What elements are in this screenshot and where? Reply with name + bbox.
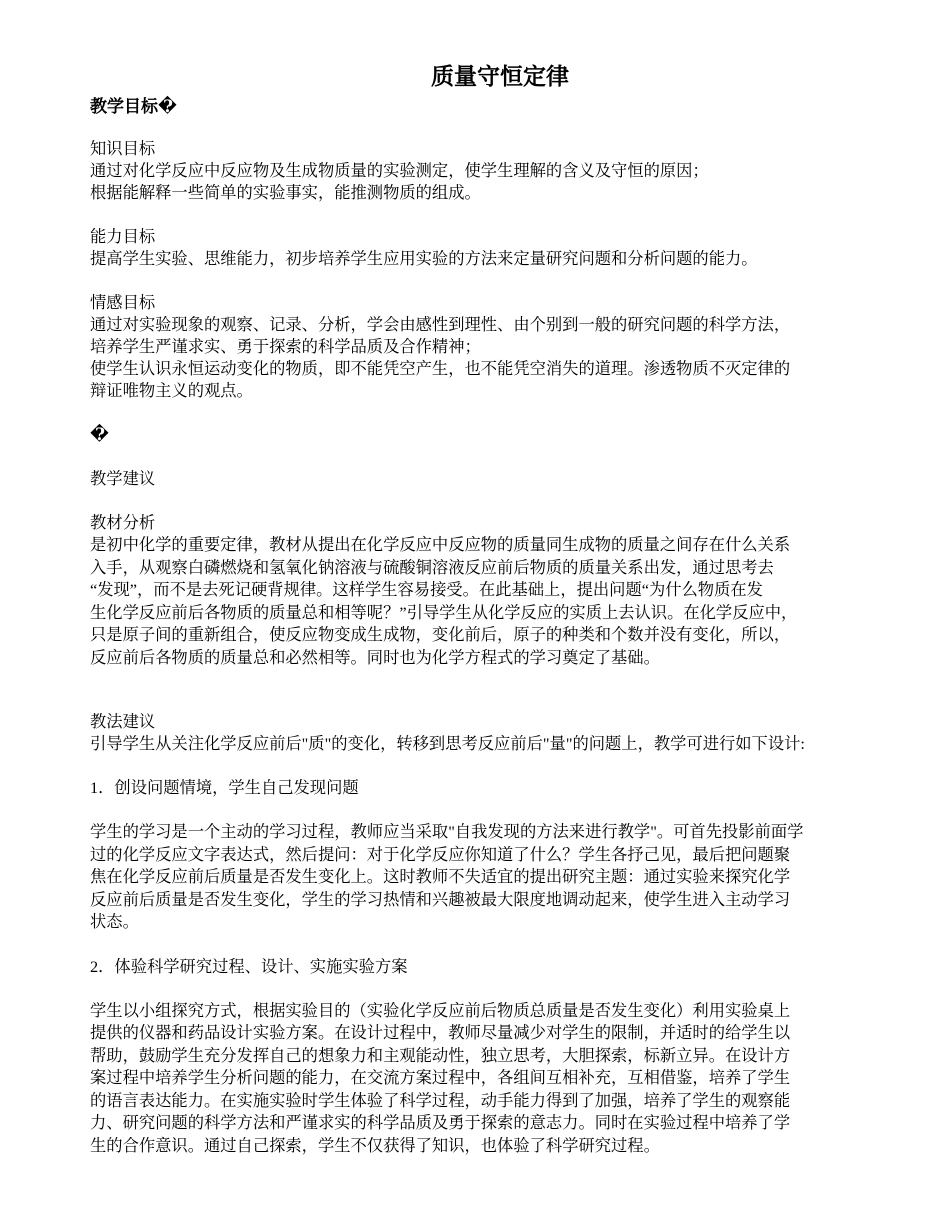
emotion-line: 培养学生严谨求实、勇于探索的科学品质及合作精神；: [90, 337, 481, 356]
step1-line: 学生的学习是一个主动的学习过程，教师应当采取"自我发现的方法来进行教学"。可首先投影前面学: [90, 822, 804, 841]
material-analysis-label: 教材分析: [90, 513, 156, 532]
method-intro: 引导学生从关注化学反应前后"质"的变化，转移到思考反应前后"量"的问题上，教学可进行如下设计:: [90, 734, 805, 753]
document-title: 质量守恒定律: [431, 64, 569, 89]
step2-line: 学生以小组探究方式，根据实验目的（实验化学反应前后物质总质量是否发生变化）利用实验桌上: [90, 1000, 791, 1020]
knowledge-line: 根据能解释一些简单的实验事实，能推测物质的组成。: [90, 183, 481, 202]
step1-line: 状态。: [90, 912, 139, 931]
objectives-heading: 教学目标�: [90, 97, 177, 116]
material-line: 只是原子间的重新组合，使反应物变成生成物，变化前后，原子的种类和个数并没有变化，所以，: [90, 625, 791, 644]
step2-line: 提供的仪器和药品设计实验方案。在设计过程中，教师尽量减少对学生的限制，并适时的给学生以: [90, 1023, 791, 1042]
step2-line: 力、研究问题的科学方法和严谨求实的科学品质及勇于探索的意志力。同时在实验过程中培养了学: [90, 1113, 791, 1132]
knowledge-objective-label: 知识目标: [90, 139, 156, 158]
emotion-line: 通过对实验现象的观察、记录、分析，学会由感性到理性、由个别到一般的研究问题的科学方法，: [90, 315, 791, 334]
emotion-line: 使学生认识永恒运动变化的物质，即不能凭空产生，也不能凭空消失的道理。渗透物质不灭定律的: [90, 359, 791, 378]
material-line: “发现”，而不是去死记硬背规律。这样学生容易接受。在此基础上，提出问题“为什么物质在发: [90, 580, 763, 599]
document-page: [90, 62, 910, 1157]
step1-line: 反应前后质量是否发生变化，学生的学习热情和兴趣被最大限度地调动起来，使学生进入主动学习: [90, 889, 791, 909]
step2-line: 帮助，鼓励学生充分发挥自己的想象力和主观能动性，独立思考，大胆探索，标新立异。在设计方: [90, 1045, 791, 1065]
step2-line: 案过程中培养学生分析问题的能力，在交流方案过程中，各组间互相补充，互相借鉴，培养了学生: [90, 1068, 791, 1087]
method-suggestion-label: 教法建议: [90, 712, 156, 731]
material-line: 反应前后各物质的质量总和必然相等。同时也为化学方程式的学习奠定了基础。: [90, 647, 660, 667]
replacement-glyph: �: [90, 425, 109, 444]
knowledge-line: 通过对化学反应中反应物及生成物质量的实验测定，使学生理解的含义及守恒的原因；: [90, 161, 709, 180]
emotion-line: 辩证唯物主义的观点。: [90, 381, 253, 400]
material-line: 是初中化学的重要定律，教材从提出在化学反应中反应物的质量同生成物的质量之间存在什么关系: [90, 535, 791, 554]
step2-line: 生的合作意识。通过自己探索，学生不仅获得了知识，也体验了科学研究过程。: [90, 1135, 660, 1155]
ability-line: 提高学生实验、思维能力，初步培养学生应用实验的方法来定量研究问题和分析问题的能力。: [90, 249, 758, 268]
step1-line: 焦在化学反应前后质量是否发生变化上。这时教师不失适宜的提出研究主题：通过实验来探究化学: [90, 867, 791, 886]
emotion-objective-label: 情感目标: [90, 293, 156, 312]
material-line: 生化学反应前后各物质的质量总和相等呢？”引导学生从化学反应的实质上去认识。在化学反应中，: [90, 602, 798, 622]
ability-objective-label: 能力目标: [90, 227, 156, 246]
suggestions-heading: 教学建议: [90, 469, 156, 488]
step2-heading: 2．体验科学研究过程、设计、实施实验方案: [90, 956, 408, 976]
step1-heading: 1．创设问题情境，学生自己发现问题: [90, 778, 359, 797]
step1-line: 过的化学反应文字表达式，然后提问：对于化学反应你知道了什么？学生各抒己见，最后把问题聚: [90, 844, 791, 864]
material-line: 入手，从观察白磷燃烧和氢氧化钠溶液与硫酸铜溶液反应前后物质的质量关系出发，通过思考去: [90, 557, 774, 577]
step2-line: 的语言表达能力。在实施实验时学生体验了科学过程，动手能力得到了加强，培养了学生的观察能: [90, 1090, 791, 1110]
